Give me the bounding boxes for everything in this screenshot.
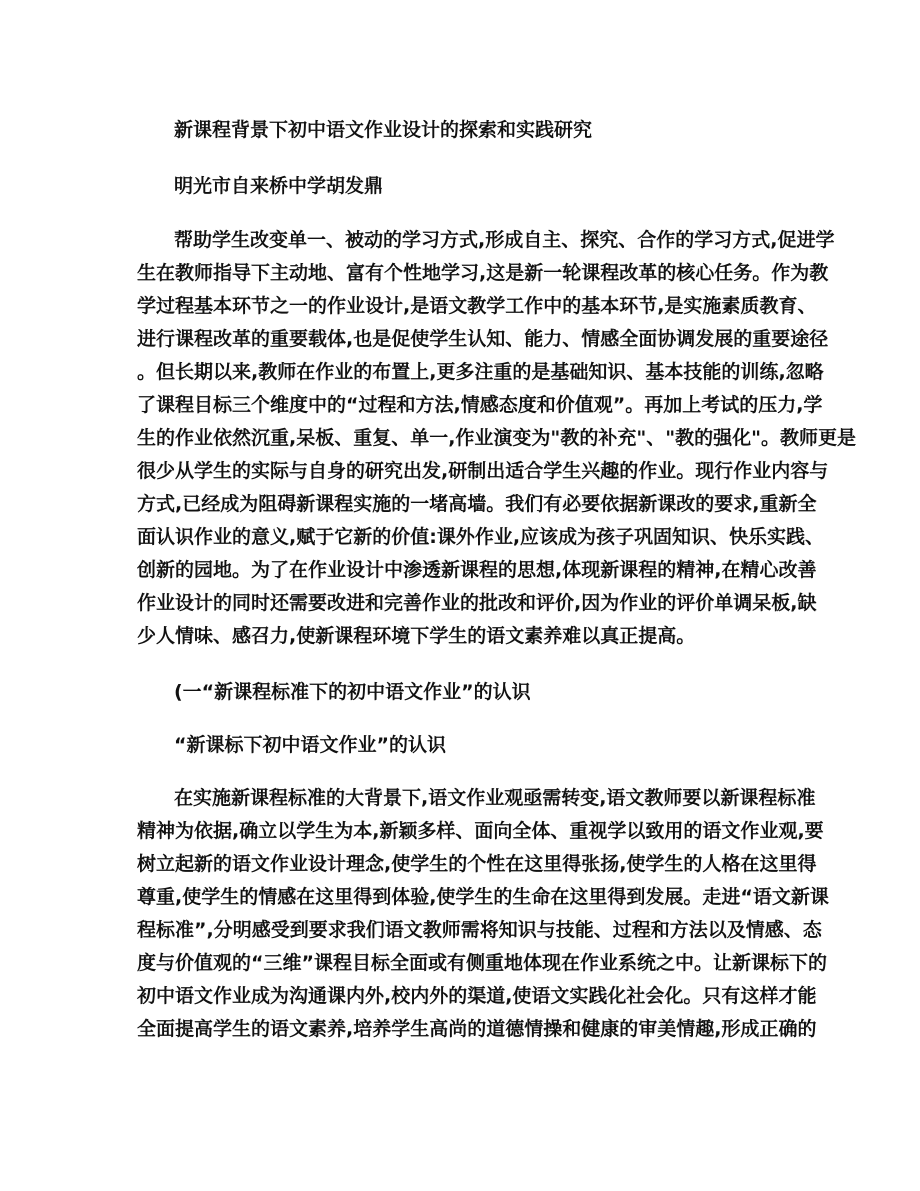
paragraph-line: 度与价值观的“三维”课程目标全面或有侧重地体现在作业系统之中。让新课标下的 — [137, 952, 827, 974]
paragraph-line: 生的作业依然沉重,呆板、重复、单一,作业演变为"教的补充"、"教的强化"。教师更是 — [137, 427, 857, 449]
document-author: 明光市自来桥中学胡发鼎 — [174, 175, 384, 197]
paragraph-line: 帮助学生改变单一、被动的学习方式,形成自主、探究、合作的学习方式,促进学 — [174, 229, 835, 251]
document-title: 新课程背景下初中语文作业设计的探索和实践研究 — [174, 119, 593, 141]
paragraph-line: 很少从学生的实际与自身的研究出发,研制出适合学生兴趣的作业。现行作业内容与 — [137, 460, 829, 482]
section-heading-2: “新课标下初中语文作业”的认识 — [174, 734, 446, 756]
paragraph-line: 创新的园地。为了在作业设计中渗透新课程的思想,体现新课程的精神,在精心改善 — [137, 559, 817, 581]
paragraph-line: 尊重,使学生的情感在这里得到体验,使学生的生命在这里得到发展。走进“语文新课 — [137, 886, 829, 908]
paragraph-line: 进行课程改革的重要载体,也是促使学生认知、能力、情感全面协调发展的重要途径 — [137, 328, 829, 350]
paragraph-line: 生在教师指导下主动地、富有个性地学习,这是新一轮课程改革的核心任务。作为教 — [137, 262, 829, 284]
paragraph-line: 方式,已经成为阻碍新课程实施的一堵高墙。我们有必要依据新课改的要求,重新全 — [137, 493, 817, 515]
paragraph-line: 面认识作业的意义,赋于它新的价值:课外作业,应该成为孩子巩固知识、快乐实践、 — [137, 526, 825, 548]
paragraph-line: 树立起新的语文作业设计理念,使学生的个性在这里得张扬,使学生的人格在这里得 — [137, 853, 817, 875]
paragraph-line: 学过程基本环节之一的作业设计,是语文教学工作中的基本环节,是实施素质教育、 — [137, 295, 817, 317]
paragraph-line: 精神为依据,确立以学生为本,新颖多样、面向全体、重视学以致用的语文作业观,要 — [137, 820, 824, 842]
paragraph-line: 全面提高学生的语文素养,培养学生高尚的道德情操和健康的审美情趣,形成正确的 — [137, 1018, 817, 1040]
paragraph-line: 少人情味、感召力,使新课程环境下学生的语文素养难以真正提高。 — [137, 625, 696, 647]
paragraph-line: 。但长期以来,教师在作业的布置上,更多注重的是基础知识、基本技能的训练,忽略 — [137, 361, 824, 383]
paragraph-line: 程标准”,分明感受到要求我们语文教师需将知识与技能、过程和方法以及情感、态 — [137, 919, 822, 941]
paragraph-line: 了课程目标三个维度中的“过程和方法,情感态度和价值观”。再加上考试的压力,学 — [137, 394, 823, 416]
paragraph-line: 初中语文作业成为沟通课内外,校内外的渠道,使语文实践化社会化。只有这样才能 — [137, 985, 817, 1007]
paragraph-line: 在实施新课程标准的大背景下,语文作业观亟需转变,语文教师要以新课程标准 — [174, 787, 816, 809]
section-heading-1: (一“新课程标准下的初中语文作业”的认识 — [174, 681, 531, 703]
paragraph-line: 作业设计的同时还需要改进和完善作业的批改和评价,因为作业的评价单调呆板,缺 — [137, 592, 817, 614]
